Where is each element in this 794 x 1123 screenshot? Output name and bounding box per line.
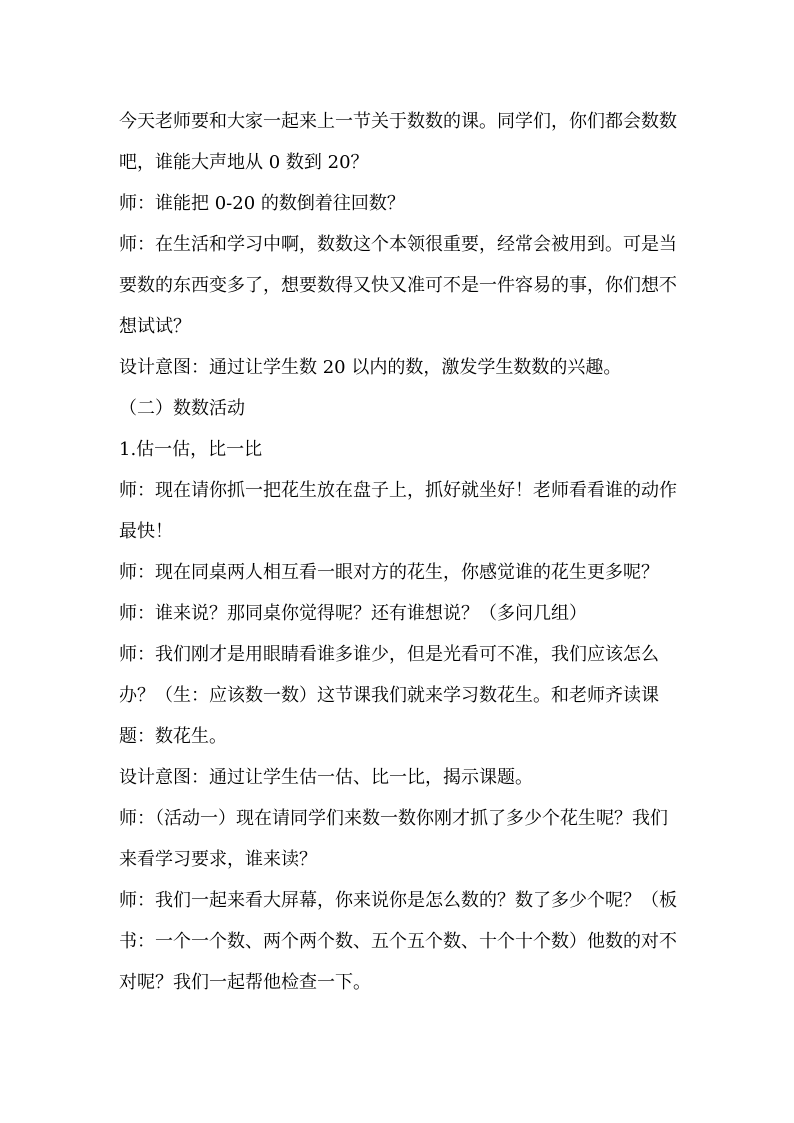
section-heading-counting-activity: （二）数数活动 [119, 398, 245, 419]
paragraph-design-intent-2: 设计意图：通过让学生估一估、比一比，揭示课题。 [119, 767, 533, 788]
paragraph-teacher-who-says: 师：谁来说？那同桌你觉得呢？还有谁想说？（多问几组） [119, 603, 587, 624]
document-body [119, 101, 685, 1003]
paragraph-teacher-compare-deskmate: 师：现在同桌两人相互看一眼对方的花生，你感觉谁的花生更多呢？ [119, 562, 659, 583]
paragraph-teacher-big-screen: 师：我们一起来看大屏幕，你来说你是怎么数的？数了多少个呢？（板书：一个一个数、两个两个数、五个五个数、十个十个数）他数的对不对呢？我们一起帮他检查一下。 [119, 890, 677, 993]
paragraph-design-intent-1: 设计意图：通过让学生数 20 以内的数，激发学生数数的兴趣。 [119, 357, 622, 378]
paragraph-teacher-counting-skill: 师：在生活和学习中啊，数数这个本领很重要，经常会被用到。可是当要数的东西变多了，想要数得又快又准可不是一件容易的事，你们想不想试试？ [119, 234, 677, 337]
paragraph-teacher-eyes-not-accurate: 师：我们刚才是用眼睛看谁多谁少，但是光看可不准，我们应该怎么办？（生：应该数一数）这节课我们就来学习数花生。和老师齐读课题：数花生。 [119, 644, 659, 747]
paragraph-teacher-grab-peanuts: 师：现在请你抓一把花生放在盘子上，抓好就坐好！老师看看谁的动作最快！ [119, 480, 677, 542]
paragraph-intro: 今天老师要和大家一起来上一节关于数数的课。同学们，你们都会数数吧，谁能大声地从 0 数到 20？ [119, 111, 677, 173]
subheading-estimate-compare: 1.估一估，比一比 [119, 439, 263, 460]
paragraph-teacher-activity-one: 师：（活动一）现在请同学们来数一数你刚才抓了多少个花生呢？我们来看学习要求，谁来读？ [119, 808, 668, 870]
paragraph-teacher-count-backwards: 师：谁能把 0-20 的数倒着往回数？ [119, 193, 405, 214]
